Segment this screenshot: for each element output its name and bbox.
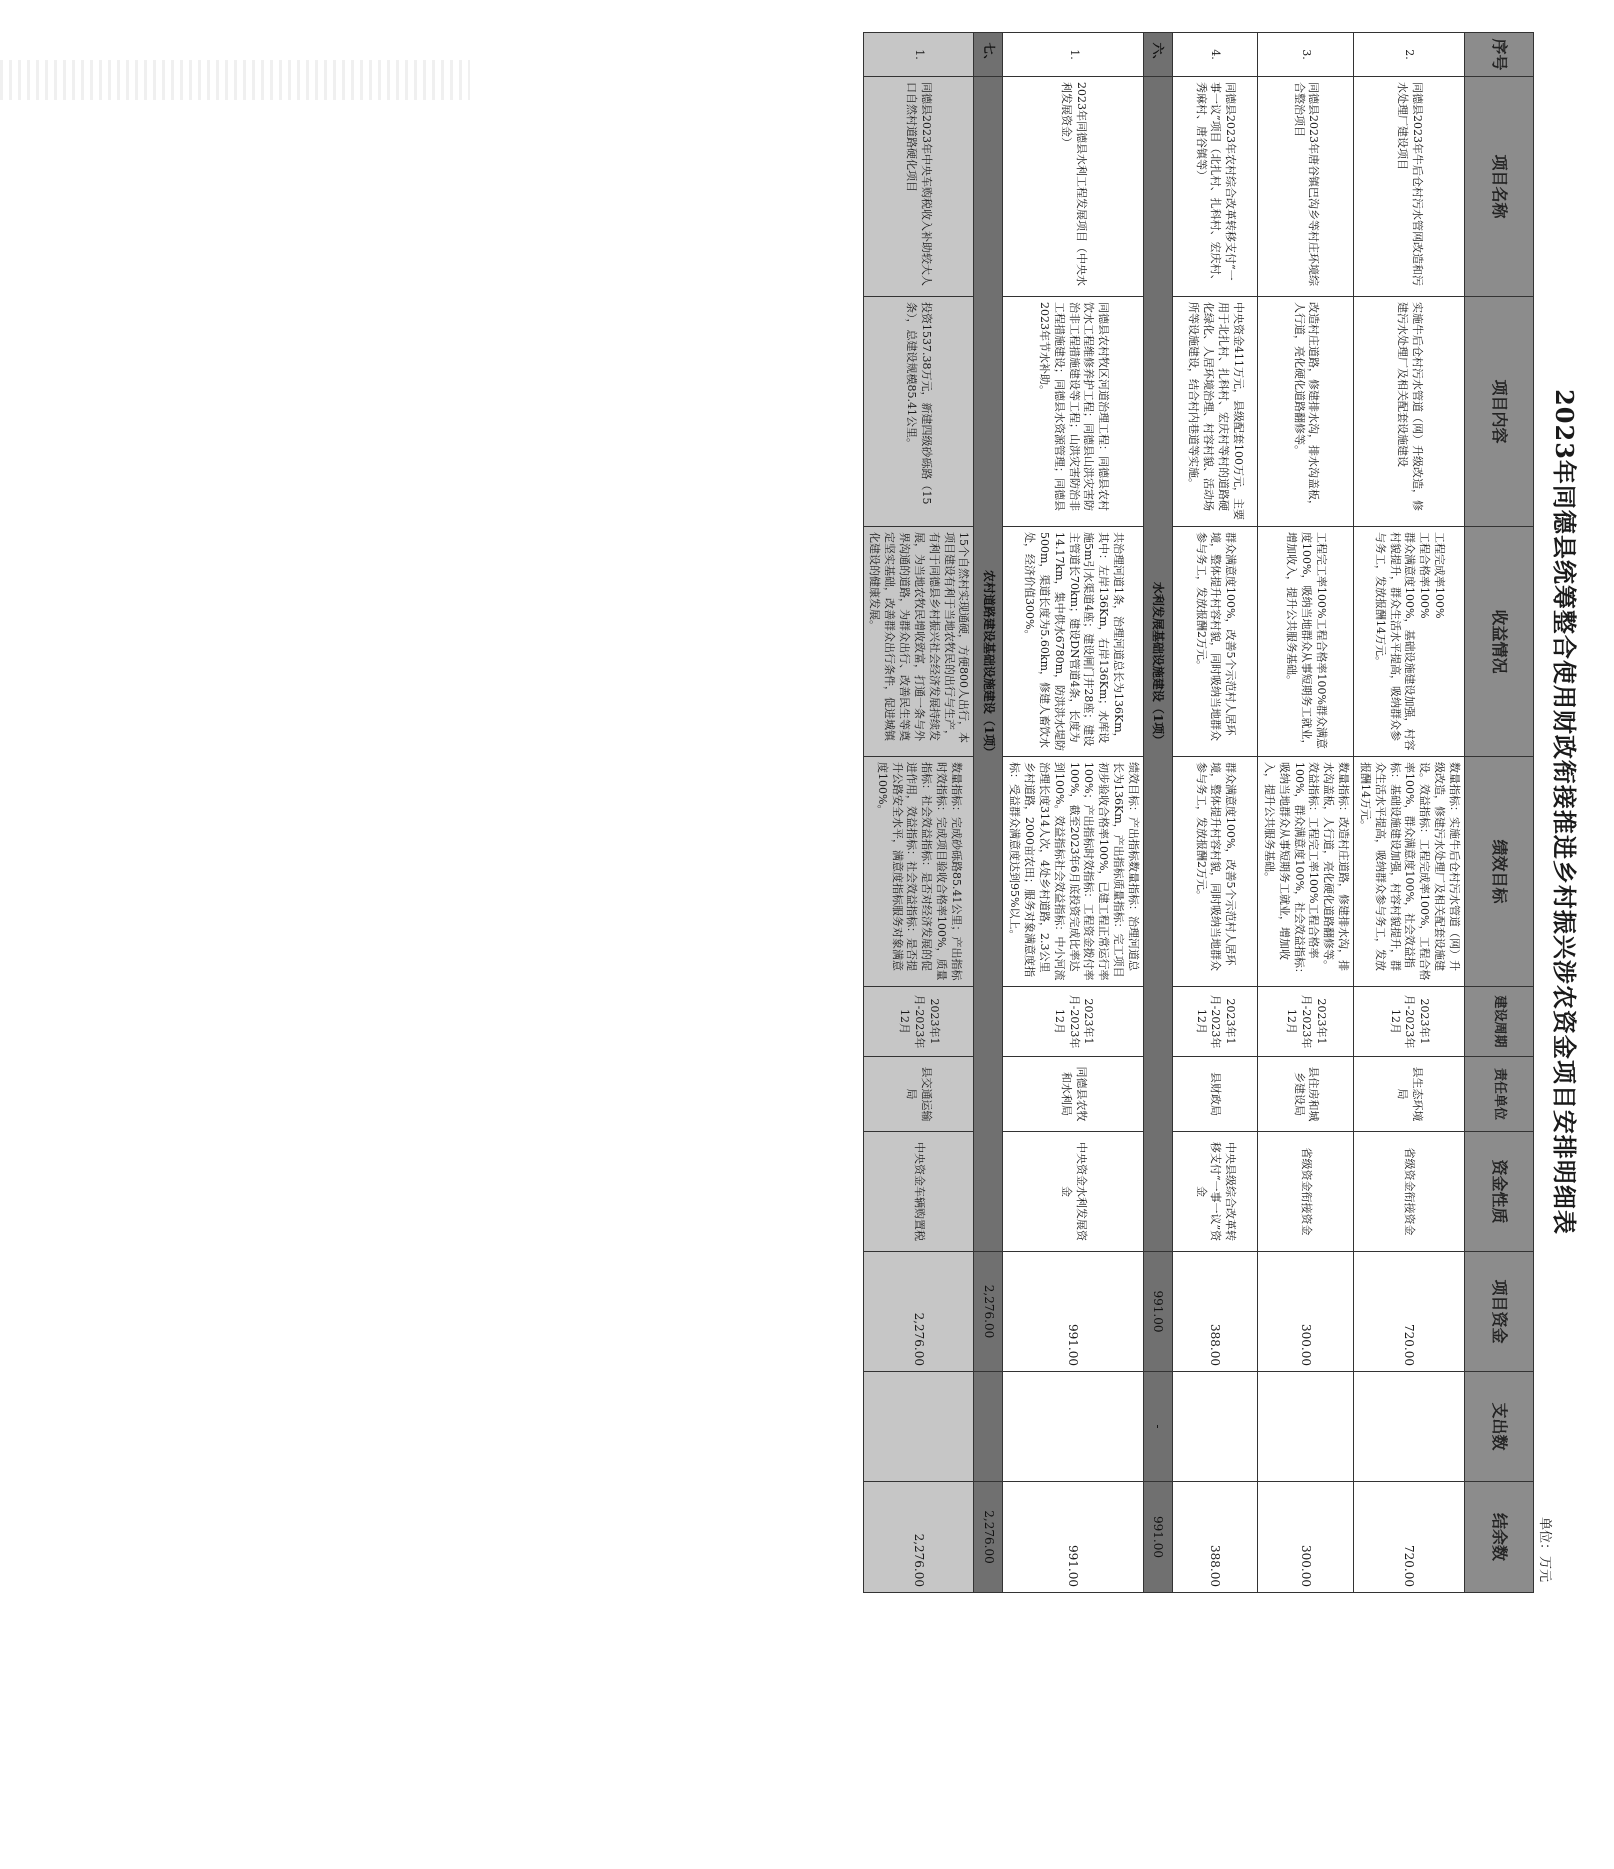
cell-spent [1258,1372,1354,1482]
cell-content: 中央资金411万元，县级配套100万元，主要用于北扎村、扎科村、宏庆村等村的道路硬化绿化、人居环境治理、村容村貌、活动场所等设施建设，结合村内巷道等实施。 [1173,297,1258,527]
header-perf: 绩效目标 [1465,757,1534,987]
cell-name: 同德县2023年农村综合改革转移支付“一事一议”项目（北扎村、扎科村、宏庆村、秀麻村、唐谷镇等） [1173,77,1258,297]
cell-spent [1173,1372,1258,1482]
cell-seq: 1. [863,33,974,77]
header-balance: 结余数 [1465,1482,1534,1593]
cell-content: 实施牛后仓村污水管道（网）升级改造，修建污水处理厂及相关配套设施建设 [1354,297,1465,527]
cell-seq: 2. [1354,33,1465,77]
unit-label: 单位：万元 [1537,1516,1552,1582]
cell-content: 同德县农村牧区河道治理工程：同德县农村饮水工程维修养护工程；同德县山洪灾害防治非工程措施建设等工程；山洪灾害防治非工程措施建设；同德县水资源管理；同德县2023年节水补助。 [1003,297,1144,527]
cell-amount: 2,276.00 [863,1252,974,1372]
cell-benefit: 15个自然村实现通硬，方便800人出行，本项目建设有利于当地农牧民的出行与生产，有利于同德县乡村振兴社会经济发展持续发展，为当地农牧民增收致富，打通一条与外界沟通的道路，为群众出行、改善民生等奠定坚实基础，改善群众出行条件，促进城镇化建设的健康发展。 [863,527,974,757]
cell-content: 投资1537.38万元，新建四级砂砾路（15条），总建设规模85.41公里。 [863,297,974,527]
cell-name: 2023年同德县水利工程发展项目（中央水利发展资金） [1003,77,1144,297]
header-content: 项目内容 [1465,297,1534,527]
scan-artifact [0,60,470,100]
cell-benefit: 工程完工率100%工程合格率100%群众满意度100%，吸纳当地群众从事短期务工就业，增加收入，提升公共服务基础。 [1258,527,1354,757]
section-spent: - [1144,1372,1173,1482]
header-source: 资金性质 [1465,1132,1534,1252]
header-seq: 序号 [1465,33,1534,77]
document-title: 2023年同德县统筹整合使用财政衔接推进乡村振兴涉农资金项目安排明细表 [1550,389,1579,1235]
cell-unit: 同德县农牧和水利局 [1003,1057,1144,1132]
cell-period: 2023年1月-2023年12月 [863,987,974,1057]
section-amount: 991.00 [1144,1252,1173,1372]
cell-seq: 3. [1258,33,1354,77]
section-spent [974,1372,1003,1482]
section-amount: 2,276.00 [974,1252,1003,1372]
cell-spent [1354,1372,1465,1482]
cell-source: 中央资金水利发展资金 [1003,1132,1144,1252]
cell-perf: 数量指标：改造村庄道路，修建排水沟，排水沟盖板，人行道，亮化硬化道路翻修等。效益指标：工程完工率100%工程合格率100%，群众满意度100%，社会效益指标：吸纳当地群众从事短期务工就业，增加收入，提升公共服务基础。 [1258,757,1354,987]
cell-seq: 4. [1173,33,1258,77]
section-label: 农村道路建设基础设施建设（1项） [974,77,1003,1252]
cell-name: 同德县2023年牛后仓村污水管网改造和污水处理厂建设项目 [1354,77,1465,297]
cell-period: 2023年1月-2023年12月 [1258,987,1354,1057]
cell-amount: 991.00 [1003,1252,1144,1372]
cell-content: 改造村庄道路，修建排水沟，排水沟盖板，人行道，亮化硬化道路翻修等。 [1258,297,1354,527]
section-row-road [974,33,1003,1593]
cell-source: 省级资金衔接资金 [1258,1132,1354,1252]
cell-source: 省级资金衔接资金 [1354,1132,1465,1252]
table-row [1354,33,1465,1593]
cell-amount: 720.00 [1354,1252,1465,1372]
cell-amount: 300.00 [1258,1252,1354,1372]
cell-spent [863,1372,974,1482]
cell-perf: 数量指标：完成砂砾路85.41公里；产出指标时效指标：完成项目验收合格率100%，质量指标：社会效益指标：是否对经济发展的促进作用，效益指标：社会效益指标：是否提升公路安全水平，满意度指标服务对象满意度100%。 [863,757,974,987]
cell-unit: 县财政局 [1173,1057,1258,1132]
cell-unit: 县住房和城乡建设局 [1258,1057,1354,1132]
cell-balance: 991.00 [1003,1482,1144,1593]
cell-seq: 1. [1003,33,1144,77]
cell-name: 同德县2023年唐谷镇巴沟乡等村庄环境综合整治项目 [1258,77,1354,297]
header-benefit: 收益情况 [1465,527,1534,757]
section-seq: 七、 [974,33,1003,77]
table-row [863,33,974,1593]
header-name: 项目名称 [1465,77,1534,297]
project-table [863,32,1534,1593]
cell-perf: 绩效目标：产出指标数量指标：治理河道总长为136Km，产出指标质量指标：完工项目初步验收合格率100%，已建工程正常运行率100%；产出指标时效指标：工程资金拨付率100%，截至2023年6月底投资完成比率达到100%。效益指标社会效益指标：中小河流治理长度314人次，4处乡村道路，2.3公里乡村道路，2000亩农田；服务对象满意度指标：受益群众满意度达到95%以上。 [1003,757,1144,987]
cell-unit: 县生态环境局 [1354,1057,1465,1132]
cell-period: 2023年1月-2023年12月 [1003,987,1144,1057]
cell-unit: 县交通运输局 [863,1057,974,1132]
section-balance: 2,276.00 [974,1482,1003,1593]
cell-benefit: 共治理河道1条，治理河道总长为136Km，其中：左岸136Km，右岸136Km；水库设施5m引水渠道4座；建设闸门井28座；建设主管道长70km；建设DN管道4条，长度为14.17km，集中供水6780m，防洪洪水堤防500m，渠道长度为5.60km，修建人畜饮水处，经济价值300%。 [1003,527,1144,757]
section-row-water [1144,33,1173,1593]
table-header-row [1465,33,1534,1593]
table-row [1258,33,1354,1593]
cell-period: 2023年1月-2023年12月 [1354,987,1465,1057]
cell-amount: 388.00 [1173,1252,1258,1372]
rotated-document [504,32,1614,1592]
cell-balance: 2,276.00 [863,1482,974,1593]
header-amount: 项目资金 [1465,1252,1534,1372]
cell-balance: 388.00 [1173,1482,1258,1593]
cell-source: 中央县级综合改革转移支付“一事一议”资金 [1173,1132,1258,1252]
section-balance: 991.00 [1144,1482,1173,1593]
table-row [1173,33,1258,1593]
cell-balance: 300.00 [1258,1482,1354,1593]
section-label: 水利发展基础设施建设（1项） [1144,77,1173,1252]
table-row [1003,33,1144,1593]
cell-spent [1003,1372,1144,1482]
cell-perf: 数量指标：实施牛后仓村污水管道（网）升级改造，修建污水处理厂及相关配套设施建设。效益指标：工程完成率100%，工程合格率100%，群众满意度100%，社会效益指标：基础设施建设加强，村容村貌提升，群众生活水平提高，吸纳群众参与务工，发放报酬14万元。 [1354,757,1465,987]
cell-source: 中央资金车辆购置税 [863,1132,974,1252]
cell-benefit: 群众满意度100%，改善5个示范村人居环境，整体提升村容村貌，同时吸纳当地群众参与务工，发放报酬2万元。 [1173,527,1258,757]
header-spent: 支出数 [1465,1372,1534,1482]
section-seq: 六、 [1144,33,1173,77]
header-period: 建设周期 [1465,987,1534,1057]
cell-name: 同德县2023年中央车购税收入补助较大人口自然村道路硬化项目 [863,77,974,297]
cell-period: 2023年1月-2023年12月 [1173,987,1258,1057]
header-unit: 责任单位 [1465,1057,1534,1132]
cell-perf: 群众满意度100%，改善5个示范村人居环境，整体提升村容村貌，同时吸纳当地群众参与务工，发放报酬2万元。 [1173,757,1258,987]
cell-balance: 720.00 [1354,1482,1465,1593]
cell-benefit: 工程完成率100% 工程合格率100% 群众满意度100%，基础设施建设加强，村容村貌提升，群众生活水平提高，吸纳群众参与务工，发放报酬14万元。 [1354,527,1465,757]
